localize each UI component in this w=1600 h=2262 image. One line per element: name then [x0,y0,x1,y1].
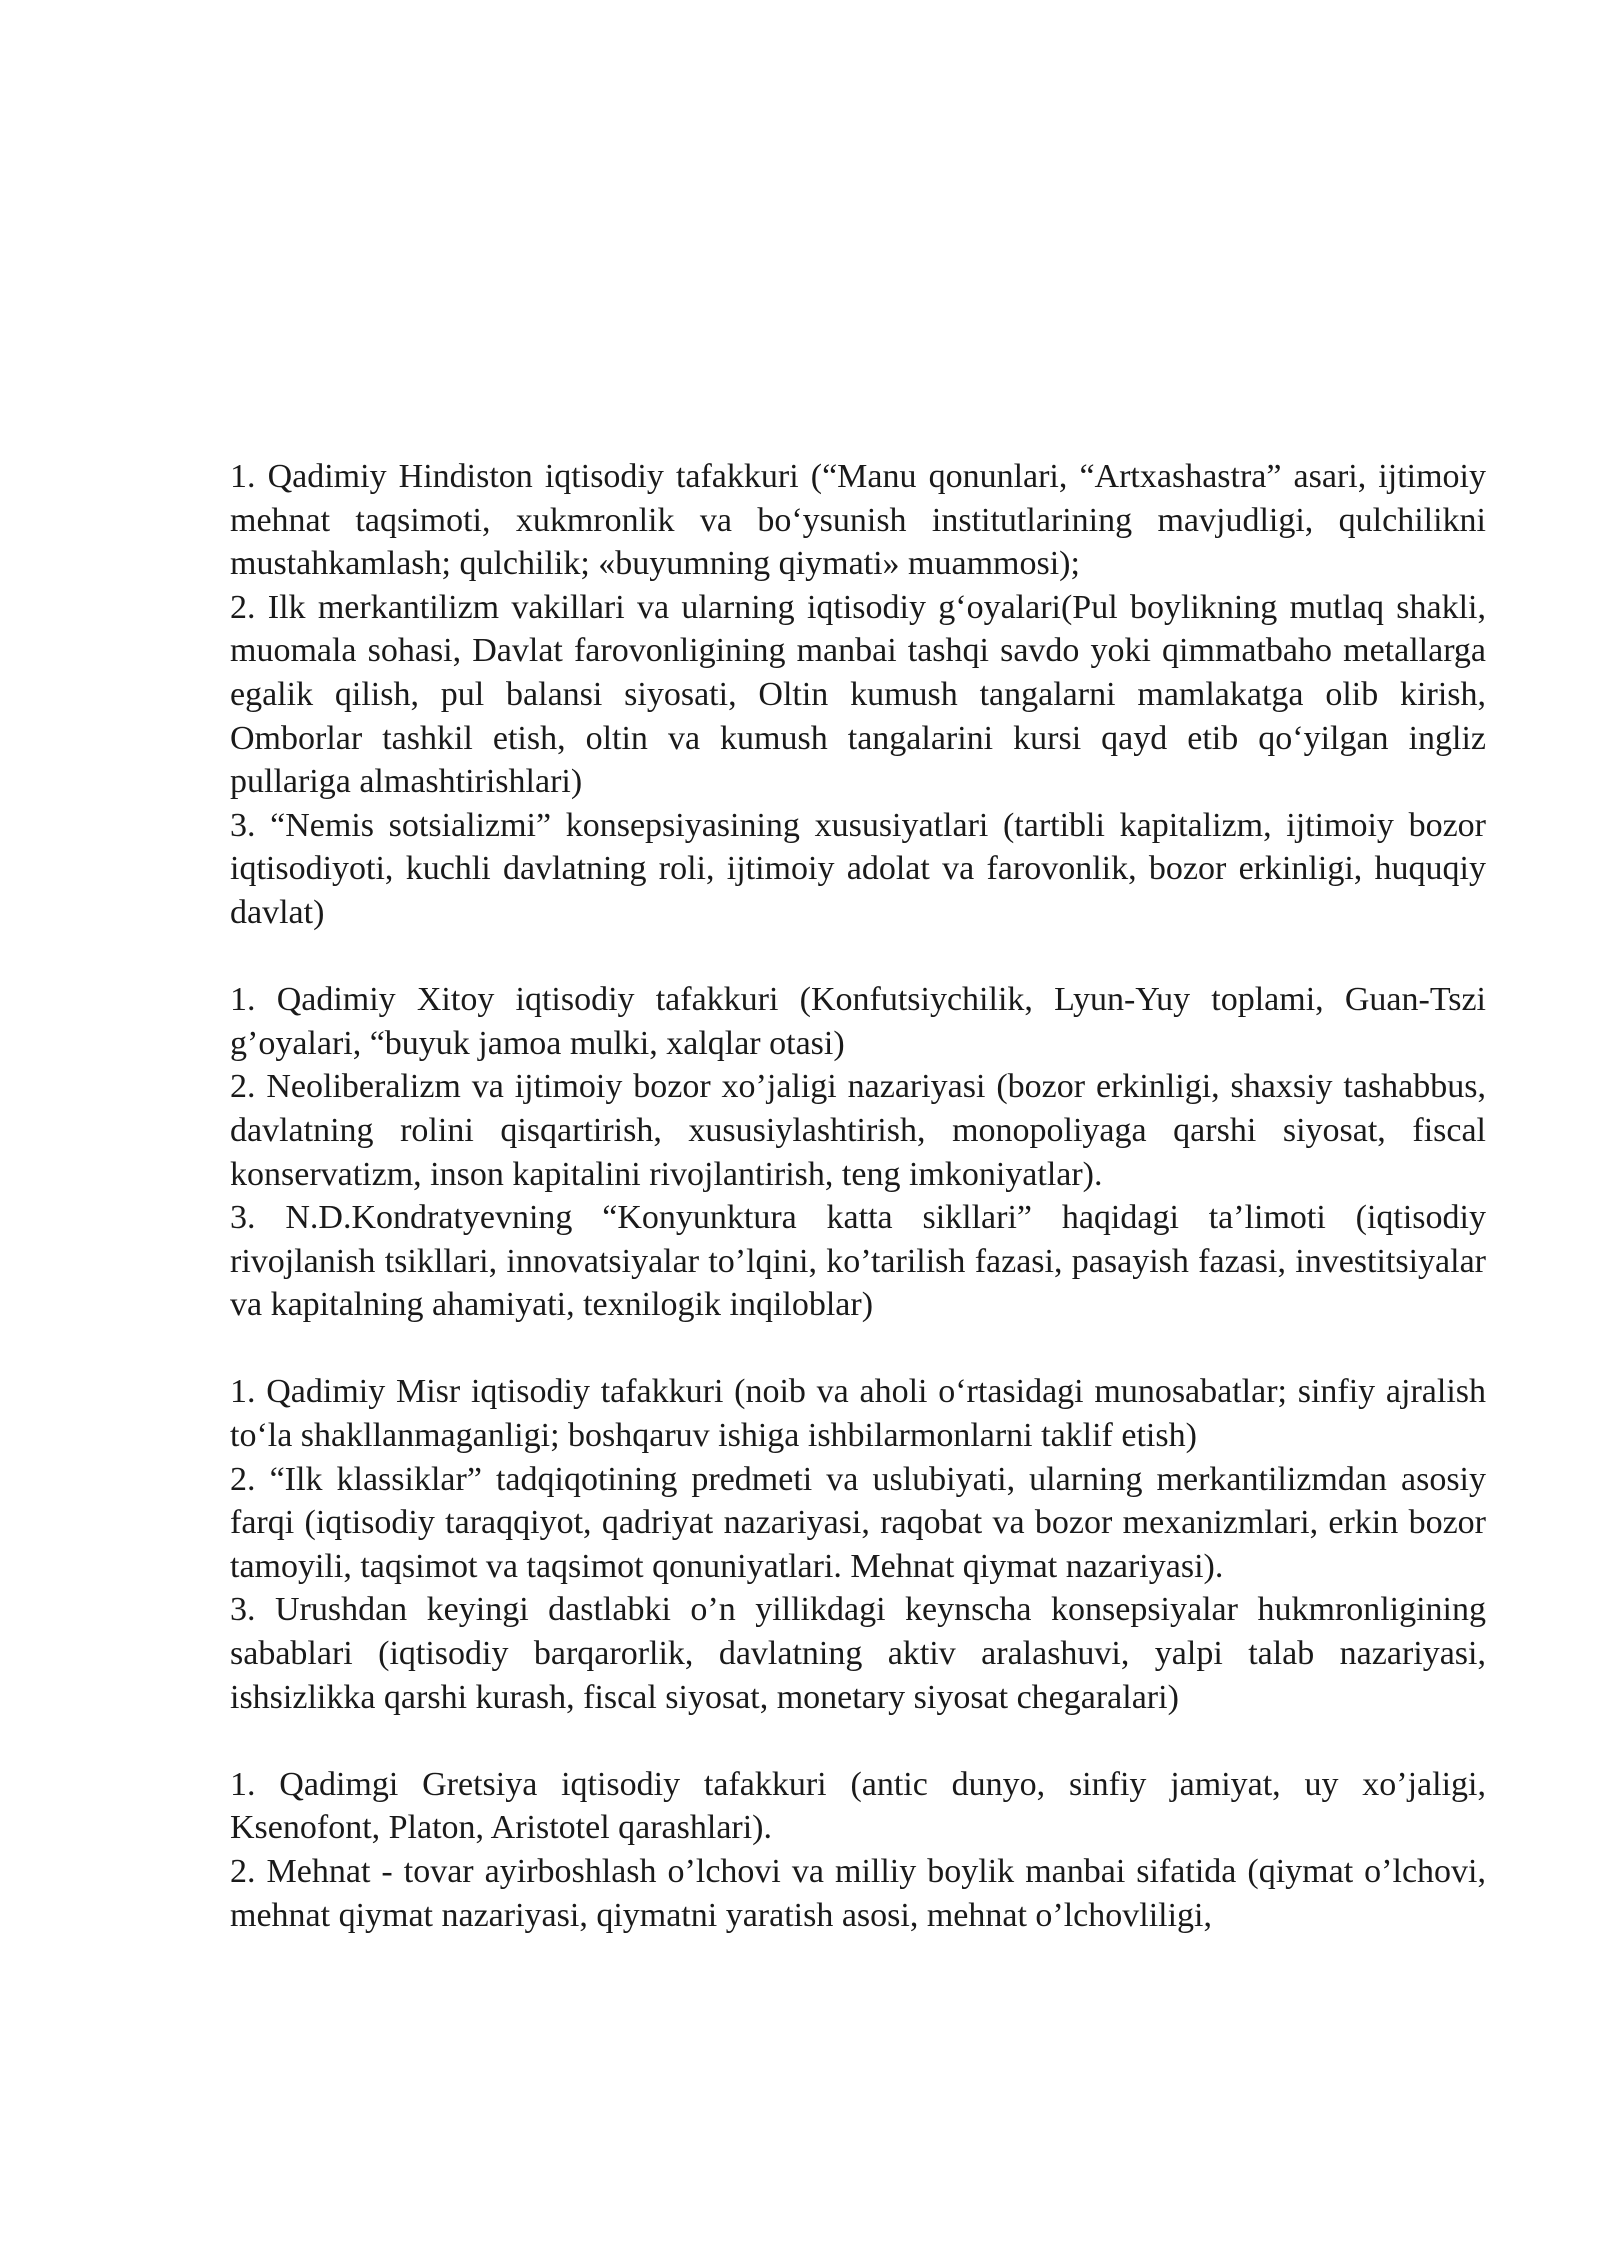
topic-1-item-2: 2. Ilk merkantilizm vakillari va ularning iqtisodiy gʻoyalari(Pul boylikning mutlaq shakli, muomala sohasi, Davlat farovonligining manbai tashqi savdo yoki qimmatbaho metallarga egalik qilish, pul balansi siyosati, Oltin kumush tangalarni mamlakatga olib kirish, Omborlar tashkil etish, oltin va kumush tangalarini kursi qayd etib qoʻyilgan ingliz pullariga almashtirishlari) [230,588,1486,801]
topic-group-3 [230,1370,1486,1719]
topic-group-4 [230,1763,1486,1937]
topic-3-item-1: 1. Qadimiy Misr iqtisodiy tafakkuri (noib va aholi oʻrtasidagi munosabatlar; sinfiy ajralish toʻla shakllanmaganligi; boshqaruv ishiga ishbilarmonlarni taklif etish) [230,1373,1486,1455]
topic-3-item-3: 3. Urushdan keyingi dastlabki o’n yillikdagi keynscha konsepsiyalar hukmronligining sabablari (iqtisodiy barqarorlik, davlatning aktiv aralashuvi, yalpi talab nazariyasi, ishsizlikka qarshi kurash, fiscal siyosat, monetary siyosat chegaralari) [230,1591,1486,1716]
topic-2-item-1: 1. Qadimiy Xitoy iqtisodiy tafakkuri (Konfutsiychilik, Lyun-Yuy toplami, Guan-Tszi g’oyalari, “buyuk jamoa mulki, xalqlar otasi) [230,981,1486,1062]
topic-group-2 [230,978,1486,1327]
topic-group-1 [230,455,1486,935]
topic-4-item-1: 1. Qadimgi Gretsiya iqtisodiy tafakkuri (antic dunyo, sinfiy jamiyat, uy xo’jaligi, Ksenofont, Platon, Aristotel qarashlari). [230,1765,1486,1847]
topic-2-item-3: 3. N.D.Kondratyevning “Konyunktura katta sikllari” haqidagi ta’limoti (iqtisodiy rivojlanish tsikllari, innovatsiyalar to’lqini, ko’tarilish fazasi, pasayish fazasi, investitsiyalar va kapitalning ahamiyati, texnilogik inqiloblar) [230,1199,1486,1324]
document-body [230,455,1486,1981]
topic-2-item-2: 2. Neoliberalizm va ijtimoiy bozor xo’jaligi nazariyasi (bozor erkinligi, shaxsiy tashabbus, davlatning rolini qisqartirish, xususiylashtirish, monopoliyaga qarshi siyosat, fiscal konservatizm, inson kapitalini rivojlantirish, teng imkoniyatlar). [230,1068,1486,1193]
topic-3-item-2: 2. “Ilk klassiklar” tadqiqotining predmeti va uslubiyati, ularning merkantilizmdan asosiy farqi (iqtisodiy taraqqiyot, qadriyat nazariyasi, raqobat va bozor mexanizmlari, erkin bozor tamoyili, taqsimot va taqsimot qonuniyatlari. Mehnat qiymat nazariyasi). [230,1460,1486,1585]
topic-1-item-3: 3. “Nemis sotsializmi” konsepsiyasining xususiyatlari (tartibli kapitalizm, ijtimoiy bozor iqtisodiyoti, kuchli davlatning roli, ijtimoiy adolat va farovonlik, bozor erkinligi, huquqiy davlat) [230,806,1486,931]
topic-1-item-1: 1. Qadimiy Hindiston iqtisodiy tafakkuri (“Manu qonunlari, “Artxashastra” asari, ijtimoiy mehnat taqsimoti, xukmronlik va boʻysunish institutlarining mavjudligi, qulchilikni mustahkamlash; qulchilik; «buyumning qiymati» muammosi); [230,458,1486,583]
topic-4-item-2: 2. Mehnat - tovar ayirboshlash o’lchovi va milliy boylik manbai sifatida (qiymat o’lchovi, mehnat qiymat nazariyasi, qiymatni yaratish asosi, mehnat o’lchovliligi, [230,1853,1486,1934]
